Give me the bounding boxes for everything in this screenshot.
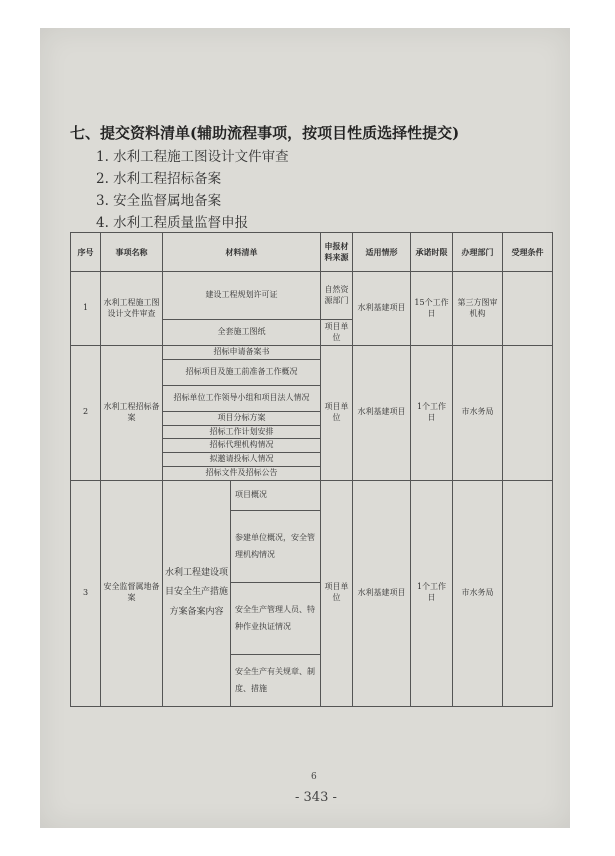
cell-material: 建设工程规划许可证 [163, 272, 321, 320]
cell-source: 项目单位 [321, 480, 353, 706]
cell-seq: 1 [71, 272, 101, 346]
cell-time: 1个工作日 [411, 480, 453, 706]
table-row [71, 346, 553, 360]
header-cond: 受理条件 [503, 233, 553, 272]
cell-dept: 市水务局 [453, 346, 503, 481]
cell-material: 招标工作计划安排 [163, 425, 321, 439]
cell-source: 项目单位 [321, 320, 353, 346]
cell-name: 水利工程施工图设计文件审查 [101, 272, 163, 346]
cell-dept: 市水务局 [453, 480, 503, 706]
table-header-row [71, 233, 553, 272]
header-materials: 材料清单 [163, 233, 321, 272]
cell-seq: 3 [71, 480, 101, 706]
cell-cond [503, 346, 553, 481]
cell-time: 1个工作日 [411, 346, 453, 481]
table-row [71, 480, 553, 510]
cell-dept: 第三方图审机构 [453, 272, 503, 346]
header-time: 承诺时限 [411, 233, 453, 272]
cell-name: 安全监督属地备案 [101, 480, 163, 706]
cell-material: 参建单位概况，安全管理机构情况 [231, 510, 321, 582]
cell-name: 水利工程招标备案 [101, 346, 163, 481]
cell-material: 招标代理机构情况 [163, 439, 321, 453]
list-item: 3. 安全监督属地备案 [96, 193, 222, 209]
header-seq: 序号 [71, 233, 101, 272]
list-item: 4. 水利工程质量监督申报 [96, 215, 249, 231]
cell-material: 招标项目及施工前准备工作概况 [163, 359, 321, 385]
item-list [96, 146, 289, 234]
cell-scope: 水利基建项目 [353, 346, 411, 481]
header-source: 申报材料来源 [321, 233, 353, 272]
cell-material: 招标文件及招标公告 [163, 466, 321, 480]
cell-material: 全套施工图纸 [163, 320, 321, 346]
cell-material: 安全生产管理人员、特种作业执证情况 [231, 582, 321, 654]
cell-material: 安全生产有关规章、制度、措施 [231, 654, 321, 706]
cell-cond [503, 272, 553, 346]
footnote-number: 6 [311, 772, 317, 782]
table-row [71, 272, 553, 320]
cell-scope: 水利基建项目 [353, 272, 411, 346]
materials-table [70, 232, 553, 707]
cell-scope: 水利基建项目 [353, 480, 411, 706]
list-item: 2. 水利工程招标备案 [96, 171, 222, 187]
cell-material: 拟邀请投标人情况 [163, 453, 321, 467]
cell-source: 项目单位 [321, 346, 353, 481]
cell-material: 招标申请备案书 [163, 346, 321, 360]
section-title: 七、提交资料清单(辅助流程事项，按项目性质选择性提交) [70, 124, 460, 142]
header-scope: 适用情形 [353, 233, 411, 272]
cell-material: 招标单位工作领导小组和项目法人情况 [163, 385, 321, 411]
cell-seq: 2 [71, 346, 101, 481]
cell-group: 水利工程建设项目安全生产措施方案备案内容 [163, 480, 231, 706]
cell-material: 项目分标方案 [163, 411, 321, 425]
cell-material: 项目概况 [231, 480, 321, 510]
cell-cond [503, 480, 553, 706]
header-dept: 办理部门 [453, 233, 503, 272]
cell-time: 15个工作日 [411, 272, 453, 346]
cell-source: 自然资源部门 [321, 272, 353, 320]
page-number: - 343 - [295, 790, 337, 805]
list-item: 1. 水利工程施工图设计文件审查 [96, 149, 289, 165]
header-name: 事项名称 [101, 233, 163, 272]
